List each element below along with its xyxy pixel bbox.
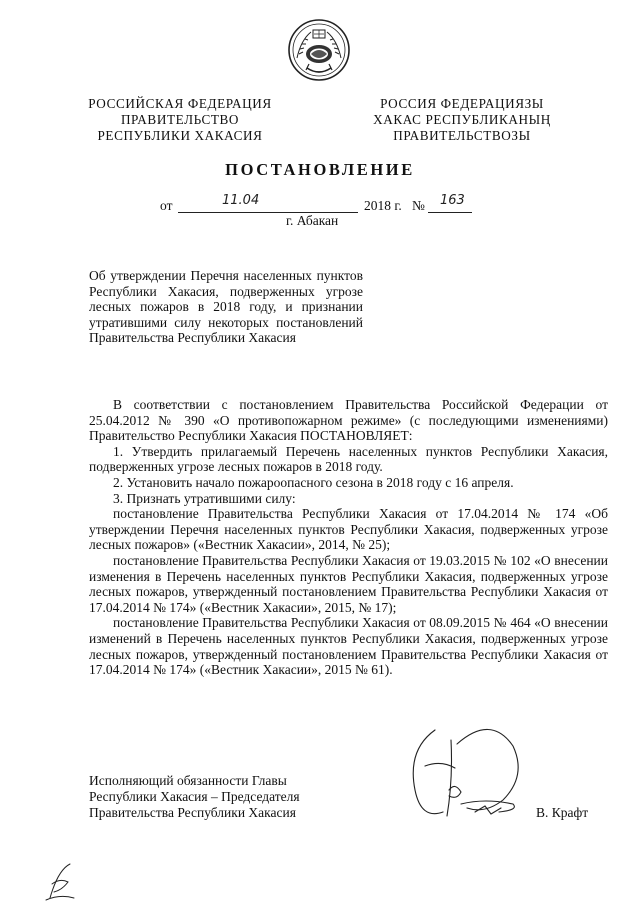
handwritten-initials-icon [40,860,80,904]
body-paragraph: 2. Установить начало пожароопасного сезона в 2018 году с 16 апреля. [113,474,514,490]
header-right-line: ПРАВИТЕЛЬСТВОЗЫ [393,128,531,143]
body-paragraph: В соответствии с постановлением Правительства Российской Федерации от 25.04.2012 № 390 «О противопожарном режиме» (с последующими изменениями) Правительство Республики Хакасия ПОСТАНОВЛЯЕТ: [89,397,608,444]
number-sign: № [412,198,425,213]
handwritten-signature-icon [395,720,535,830]
document-body [89,397,608,678]
date-prefix: от [160,198,173,213]
header-right [362,96,562,144]
city: г. Абакан [286,213,339,228]
body-paragraph: 3. Признать утратившими силу: [113,490,296,506]
handwritten-date: 11.04 [222,193,260,208]
header-left-line: РЕСПУБЛИКИ ХАКАСИЯ [97,128,263,143]
body-paragraph: 1. Утвердить прилагаемый Перечень населенных пунктов Республики Хакасия, подверженных угрозе лесных пожаров в 2018 году. [89,443,608,475]
document-subject: Об утверждении Перечня населенных пунктов Республики Хакасия, подверженных угрозе лесных пожаров в 2018 году, и признании утратившими силу некоторых постановлений Правительства Республики Хакасия [89,268,363,346]
handwritten-number: 163 [440,193,465,208]
header-right-line: ХАКАС РЕСПУБЛИКАНЫҢ [373,112,551,127]
signer-title-line: Правительства Республики Хакасия [89,805,296,820]
coat-of-arms-emblem-icon [287,18,351,82]
header-right-line: РОССИЯ ФЕДЕРАЦИЯЗЫ [380,96,544,111]
header-left-line: ПРАВИТЕЛЬСТВО [120,112,240,127]
signer-title-line: Исполняющий обязанности Главы [89,773,287,788]
body-paragraph: постановление Правительства Республики Хакасия от 19.03.2015 № 102 «О внесении изменения в Перечень населенных пунктов Республики Хакасия, подверженных угрозе лесных пожаров, утвержденный постановлением Правительства Республики Хакасия от 17.04.2014 № 174» («Вестник Хакасии», 2015, № 17); [89,552,608,615]
body-paragraph: постановление Правительства Республики Хакасия от 08.09.2015 № 464 «О внесении изменений в Перечень населенных пунктов Республики Хакасия, подверженных угрозе лесных пожаров, утвержденный постановлением Правительства Республики Хакасия от 17.04.2014 № 174» («Вестник Хакасии», 2015 № 61). [89,615,608,678]
date-year: 2018 г. [364,198,402,213]
signer-title-line: Республики Хакасия – Председателя [89,789,300,804]
signer-name: В. Крафт [536,805,589,820]
header-left-line: РОССИЙСКАЯ ФЕДЕРАЦИЯ [88,96,272,111]
body-paragraph: постановление Правительства Республики Хакасия от 17.04.2014 № 174 «Об утверждении Перечня населенных пунктов Республики Хакасия, подверженных угрозе лесных пожаров» («Вестник Хакасии», 2014, № 25); [89,506,608,553]
header-left [80,96,280,144]
document-title: ПОСТАНОВЛЕНИЕ [225,160,415,179]
date-underline [178,198,358,213]
signer-block [89,773,300,821]
